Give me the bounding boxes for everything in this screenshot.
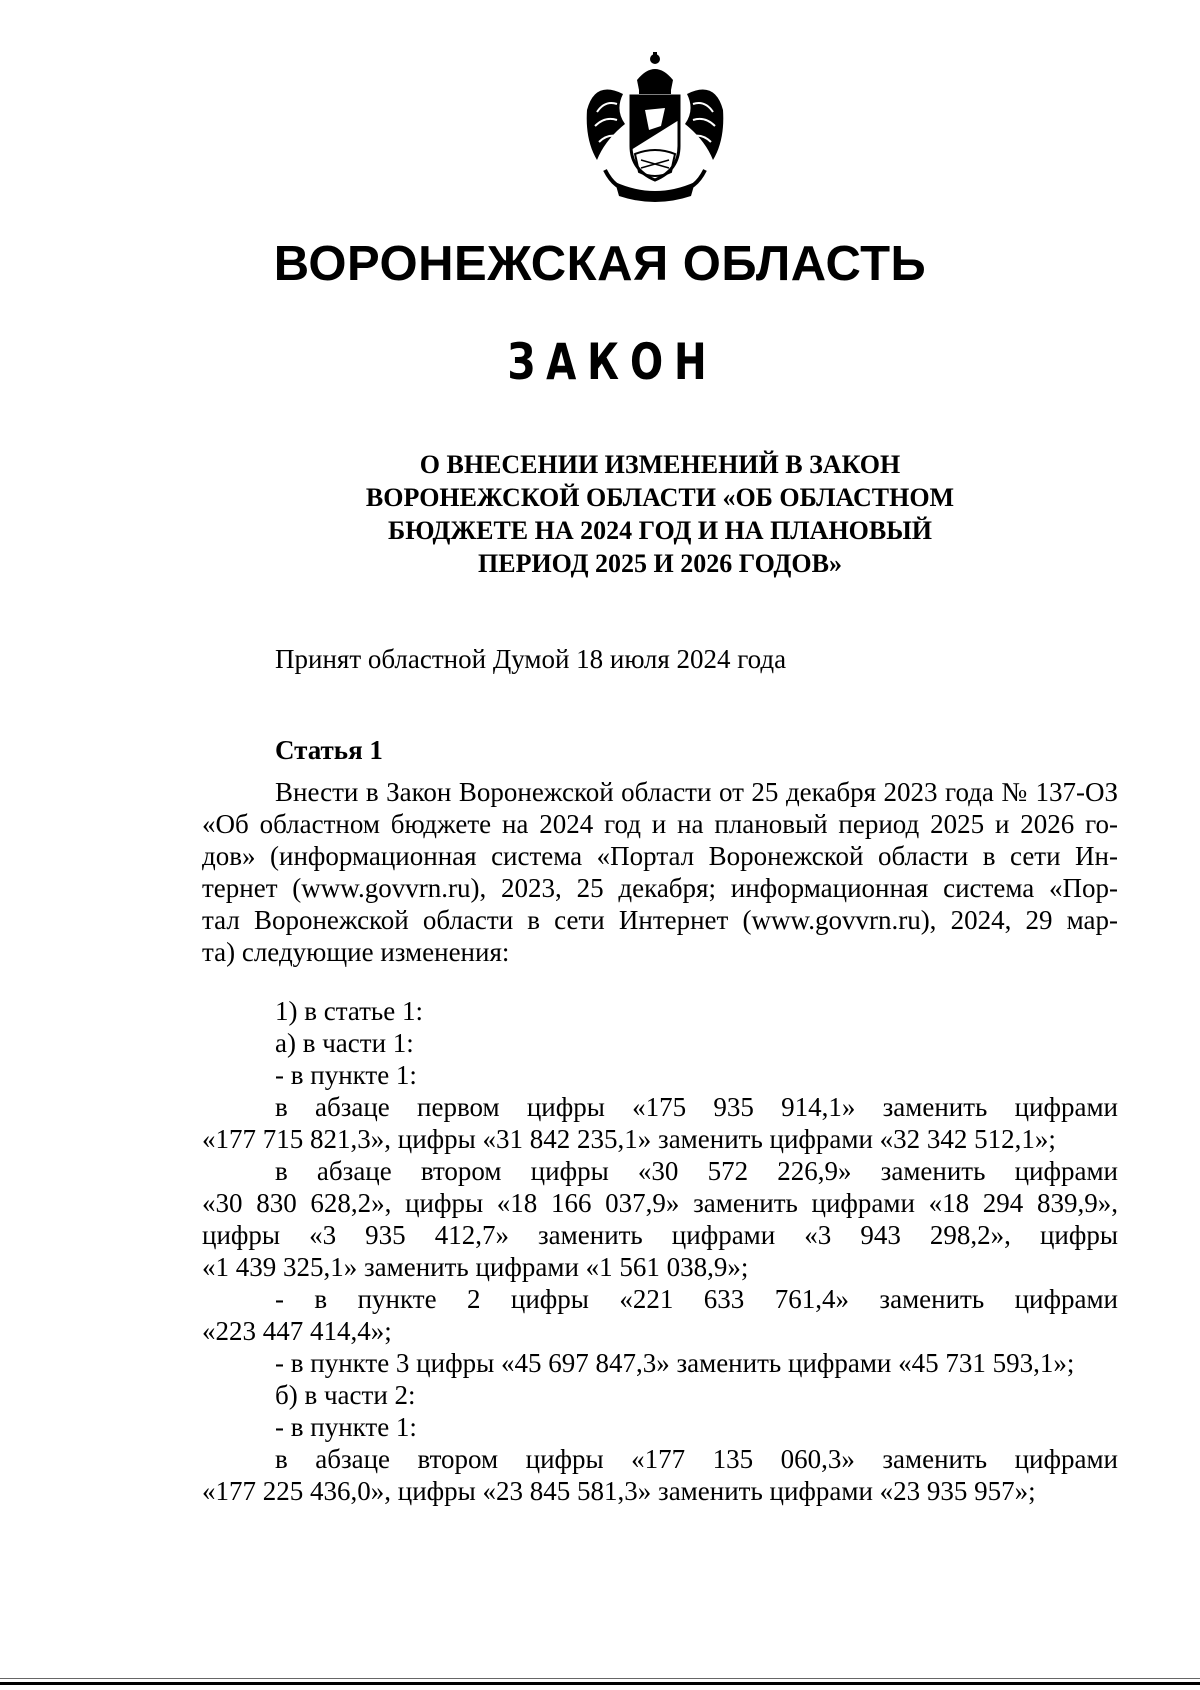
paragraph-line: та) следующие изменения: <box>202 937 510 967</box>
amendment-line: «177 715 821,3», цифры «31 842 235,1» заменить цифрами «32 342 512,1»; <box>202 1124 1056 1154</box>
amendment-line: в абзаце втором цифры «30 572 226,9» заменить цифрами <box>275 1156 1118 1186</box>
amendment-line: б) в части 2: <box>275 1380 416 1410</box>
spacer <box>202 968 1118 995</box>
amendment-line: цифры «3 935 412,7» заменить цифрами «3 943 298,2», цифры <box>202 1220 1118 1250</box>
paragraph-line: тал Воронежской области в сети Интернет (www.govvrn.ru), 2024, 29 мар- <box>202 905 1118 935</box>
amendment-line: в абзаце втором цифры «177 135 060,3» заменить цифрами <box>275 1444 1118 1474</box>
article-body <box>202 776 1118 1507</box>
law-title-line: О ВНЕСЕНИИ ИЗМЕНЕНИЙ В ЗАКОН <box>419 450 901 479</box>
amendment-line: «177 225 436,0», цифры «23 845 581,3» заменить цифрами «23 935 957»; <box>202 1476 1036 1506</box>
law-title-line: ПЕРИОД 2025 И 2026 ГОДОВ» <box>478 549 842 578</box>
law-title-line: ВОРОНЕЖСКОЙ ОБЛАСТИ «ОБ ОБЛАСТНОМ <box>365 483 955 512</box>
law-title <box>300 448 1020 580</box>
amendment-line: в абзаце первом цифры «175 935 914,1» заменить цифрами <box>275 1092 1118 1122</box>
amendment-line: - в пункте 1: <box>275 1412 417 1442</box>
paragraph-line: дов» (информационная система «Портал Воронежской области в сети Ин- <box>202 841 1118 871</box>
amendment-line: «1 439 325,1» заменить цифрами «1 561 038,9»; <box>202 1252 749 1282</box>
law-title-line: БЮДЖЕТЕ НА 2024 ГОД И НА ПЛАНОВЫЙ <box>388 516 932 545</box>
amendment-line: а) в части 1: <box>275 1028 414 1058</box>
amendment-line: «223 447 414,4»; <box>202 1316 392 1346</box>
region-title: ВОРОНЕЖСКАЯ ОБЛАСТЬ <box>273 237 927 291</box>
amendment-line: «30 830 628,2», цифры «18 166 037,9» заменить цифрами «18 294 839,9», <box>202 1188 1118 1218</box>
amendment-line: - в пункте 3 цифры «45 697 847,3» заменить цифрами «45 731 593,1»; <box>275 1348 1075 1378</box>
article-heading: Статья 1 <box>275 735 383 765</box>
paragraph-line: Внести в Закон Воронежской области от 25 декабря 2023 года № 137-ОЗ <box>275 777 1118 807</box>
paragraph-line: тернет (www.govvrn.ru), 2023, 25 декабря; информационная система «Пор- <box>202 873 1118 903</box>
voronezh-coat-of-arms-icon <box>575 50 735 210</box>
paragraph-line: «Об областном бюджете на 2024 год и на плановый период 2025 и 2026 го- <box>202 809 1118 839</box>
page-bottom-rule <box>0 1682 1200 1685</box>
adoption-note: Принят областной Думой 18 июля 2024 года <box>275 644 787 674</box>
amendment-line: - в пункте 1: <box>275 1060 417 1090</box>
page-edge-line <box>0 1678 1200 1679</box>
amendment-line: - в пункте 2 цифры «221 633 761,4» заменить цифрами <box>275 1284 1118 1314</box>
amendment-line: 1) в статье 1: <box>275 996 423 1026</box>
document-type: ЗАКОН <box>507 333 718 391</box>
